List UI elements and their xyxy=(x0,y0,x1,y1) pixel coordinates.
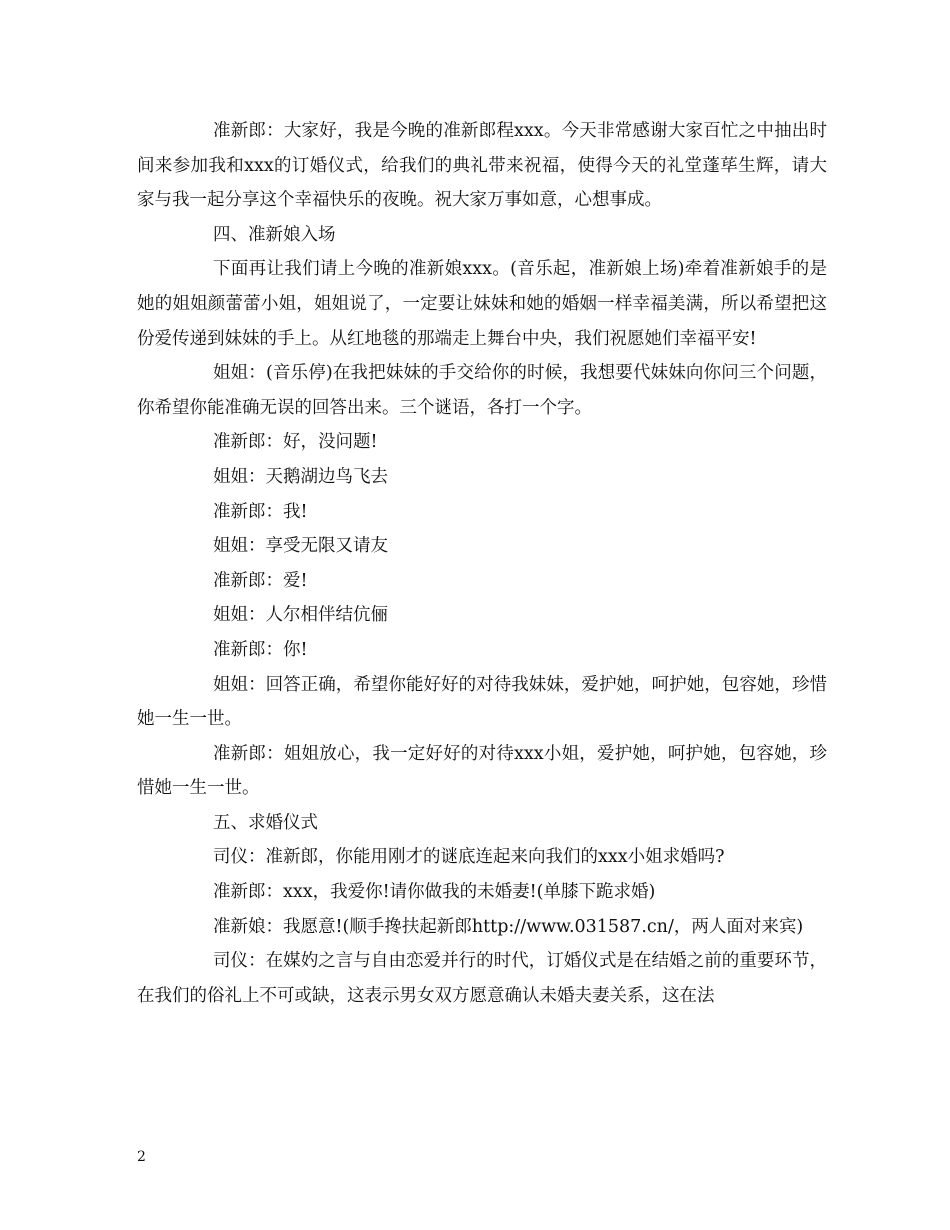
dialogue-line: 姐姐：享受无限又请友 xyxy=(213,536,388,557)
paragraph: 准新郎：大家好，我是今晚的准新郎程xxx。今天非常感谢大家百忙之中抽出时间来参加我和xxx的订婚仪式，给我们的典礼带来祝福，使得今天的礼堂蓬荜生辉，请大家与我一起分享这个幸福快乐的夜晚。祝大家万事如意，心想事成。 xyxy=(137,121,827,211)
paragraph: 司仪：在媒妁之言与自由恋爱并行的时代，订婚仪式是在结婚之前的重要环节，在我们的俗礼上不可或缺，这表示男女双方愿意确认未婚夫妻关系，这在法 xyxy=(137,951,827,1006)
dialogue-line: 准新郎：爱! xyxy=(213,570,308,591)
dialogue-line: 姐姐：天鹅湖边鸟飞去 xyxy=(213,466,388,487)
section-heading: 四、准新娘入场 xyxy=(213,224,336,245)
paragraph: 准新郎：姐姐放心，我一定好好的对待xxx小姐，爱护她，呵护她，包容她，珍惜她一生一世。 xyxy=(137,743,827,799)
page-number: 2 xyxy=(137,1149,146,1165)
dialogue-line: 准新郎：我! xyxy=(213,501,308,522)
dialogue-line: 准新郎：xxx，我爱你!请你做我的未婚妻!(单膝下跪求婚) xyxy=(213,882,656,903)
section-heading: 五、求婚仪式 xyxy=(213,812,318,833)
dialogue-line: 姐姐：人尔相伴结伉俪 xyxy=(213,605,388,626)
dialogue-line: 准新郎：你! xyxy=(213,639,308,660)
dialogue-line: 司仪：准新郎，你能用刚才的谜底连起来向我们的xxx小姐求婚吗? xyxy=(213,847,725,868)
paragraph: 姐姐：回答正确，希望你能好好的对待我妹妹，爱护她，呵护她，包容她，珍惜她一生一世。 xyxy=(137,674,827,730)
document-body xyxy=(137,114,827,1013)
dialogue-line: 准新郎：好，没问题! xyxy=(213,432,378,453)
paragraph: 姐姐：(音乐停)在我把妹妹的手交给你的时候，我想要代妹妹向你问三个问题，你希望你能准确无误的回答出来。三个谜语，各打一个字。 xyxy=(137,363,827,418)
paragraph: 下面再让我们请上今晚的准新娘xxx。(音乐起，准新娘上场)牵着准新娘手的是她的姐姐颜蕾蕾小姐，姐姐说了，一定要让妹妹和她的婚姻一样幸福美满，所以希望把这份爱传递到妹妹的手上。从红地毯的那端走上舞台中央，我们祝愿她们幸福平安! xyxy=(137,259,827,349)
paragraph: 准新娘：我愿意!(顺手搀扶起新郎http://www.031587.cn/，两人面对来宾) xyxy=(213,916,804,937)
